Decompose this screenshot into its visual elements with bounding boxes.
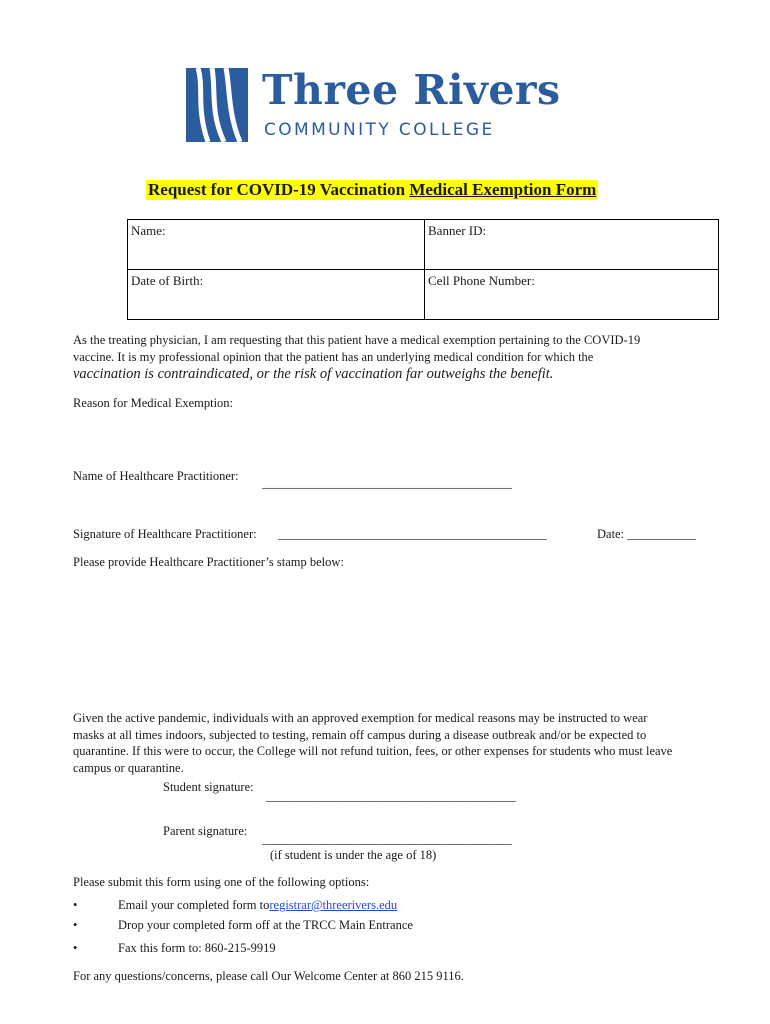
bullet: • bbox=[73, 898, 78, 912]
list-item bbox=[73, 938, 413, 958]
title-part-2: Medical Exemption Form bbox=[409, 180, 597, 199]
registrar-email-link[interactable]: registrar@threerivers.edu bbox=[269, 898, 398, 912]
practitioner-signature-label: Signature of Healthcare Practitioner: bbox=[73, 527, 257, 541]
email-option-text: Email your completed form to bbox=[118, 898, 270, 912]
footer-contact: For any questions/concerns, please call Our Welcome Center at 860 215 9116. bbox=[73, 969, 464, 983]
parent-signature-note: (if student is under the age of 18) bbox=[270, 848, 437, 862]
banner-id-field[interactable] bbox=[425, 220, 719, 270]
name-field[interactable] bbox=[128, 220, 425, 270]
parent-signature-field[interactable]: ________________________________________ bbox=[262, 832, 512, 846]
title-part-1: Request for COVID-19 Vaccination bbox=[148, 180, 410, 199]
student-signature-label: Student signature: bbox=[163, 780, 254, 794]
list-item bbox=[73, 895, 413, 915]
college-subtitle: COMMUNITY COLLEGE bbox=[264, 120, 495, 140]
cell-phone-label: Cell Phone Number: bbox=[428, 273, 535, 288]
disclaimer-line-1: Given the active pandemic, individuals with an approved exemption for medical reasons may be instructed to wear bbox=[73, 711, 648, 725]
practitioner-date-field[interactable]: Date: ___________ bbox=[597, 527, 696, 541]
disclaimer-paragraph bbox=[73, 710, 672, 776]
physician-statement bbox=[73, 332, 640, 383]
form-title bbox=[146, 180, 598, 200]
stamp-area[interactable] bbox=[73, 575, 713, 700]
submit-intro: Please submit this form using one of the following options: bbox=[73, 875, 370, 889]
practitioner-name-field[interactable]: ________________________________________ bbox=[262, 476, 512, 490]
fax-option-text: Fax this form to: 860-215-9919 bbox=[118, 941, 276, 955]
cell-phone-field[interactable] bbox=[425, 270, 719, 320]
reason-field[interactable] bbox=[73, 414, 713, 464]
college-name: Three Rivers bbox=[262, 66, 561, 114]
reason-label: Reason for Medical Exemption: bbox=[73, 396, 234, 410]
dob-field[interactable] bbox=[128, 270, 425, 320]
dob-label: Date of Birth: bbox=[131, 273, 204, 288]
stamp-label: Please provide Healthcare Practitioner’s stamp below: bbox=[73, 555, 344, 569]
practitioner-name-label: Name of Healthcare Practitioner: bbox=[73, 469, 239, 483]
dropoff-option-text: Drop your completed form off at the TRCC Main Entrance bbox=[118, 918, 413, 932]
disclaimer-line-3: quarantine. If this were to occur, the College will not refund tuition, fees, or other expenses for students who must leave bbox=[73, 744, 673, 758]
student-signature-field[interactable]: ________________________________________ bbox=[266, 789, 516, 803]
list-item bbox=[73, 915, 413, 935]
statement-line-1: As the treating physician, I am requesting that this patient have a medical exemption pertaining to the COVID-19 bbox=[73, 333, 641, 347]
bullet: • bbox=[73, 941, 78, 955]
statement-line-3: vaccination is contraindicated, or the risk of vaccination far outweighs the benefit. bbox=[73, 366, 554, 382]
submit-options-list bbox=[73, 895, 413, 958]
student-info-table bbox=[127, 219, 719, 320]
banner-id-label: Banner ID: bbox=[428, 223, 487, 238]
college-logo-icon bbox=[186, 68, 248, 142]
disclaimer-line-2: masks at all times indoors, subjected to testing, remain off campus during a disease outbreak and/or be expected to bbox=[73, 727, 647, 742]
bullet: • bbox=[73, 918, 78, 932]
statement-line-2: vaccine. It is my professional opinion that the patient has an underlying medical condition for which the bbox=[73, 350, 594, 364]
name-label: Name: bbox=[131, 223, 166, 238]
parent-signature-label: Parent signature: bbox=[163, 824, 248, 838]
practitioner-signature-field[interactable]: ___________________________________________ bbox=[278, 527, 547, 541]
disclaimer-line-4: campus or quarantine. bbox=[73, 760, 184, 775]
